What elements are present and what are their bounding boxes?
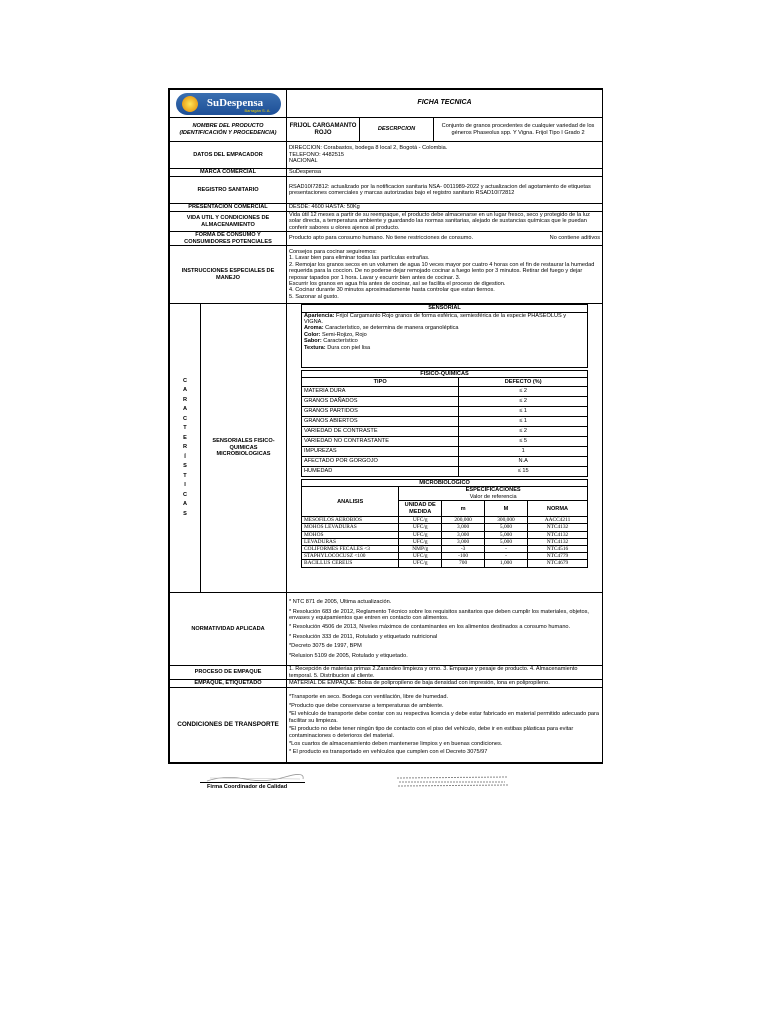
sensorial-val: Semi-Rojizo, Rojo: [320, 331, 367, 338]
transporte-value: [287, 688, 603, 763]
micro-m-big-cell: 5,000: [485, 524, 528, 531]
fisico-defecto-cell: ≤ 5: [459, 436, 588, 446]
fisico-defecto-cell: ≤ 1: [459, 416, 588, 426]
empacador-label: DATOS DEL EMPACADOR: [170, 142, 287, 169]
signature-scribble-right: [395, 774, 510, 790]
fisico-row: [302, 406, 588, 416]
logo-cell: [170, 90, 287, 118]
sensorial-val: Frijol Cargamanto Rojo granos de forma esférica, semiesférica de la especie PHASEOLUS y VIGNA.: [304, 312, 567, 325]
fisico-defecto-cell: ≤ 1: [459, 406, 588, 416]
micro-col-m-big: M: [485, 501, 528, 517]
micro-analisis-cell: LEVADURAS: [302, 538, 399, 545]
instruccion-line: 2. Remojar los granos secos en un volumen de agua 10 veces mayor por cuatro 4 horas con el fin de restaurar la humedad requerida para la coccion. De no poderse dejar remojado cocinar a fuego lento por 3 minutos. Retirar del fuego y dejar reposar tapados por 1 hora. Lavar y escurrir bien antes de cocinar. 3.: [289, 261, 595, 281]
sudespensa-logo: [176, 93, 281, 115]
norma-line: * Resolución 4506 de 2013, Niveles máximos de contaminantes en los alimentos destinados a consumo humano.: [289, 624, 571, 631]
micro-m-small-cell: -100: [442, 553, 485, 560]
norma-line: *Relusion 5109 de 2005, Rotulado y etiquetado.: [289, 652, 408, 659]
fisico-tipo-cell: VARIEDAD NO CONTRASTANTE: [302, 436, 459, 446]
norma-line: * Resolución 683 de 2012, Reglamento Técnico sobre los requisitos sanitarios que deben cumplir los materiales, objetos, envases y equipamientos que entren en contacto con alimentos.: [289, 608, 589, 621]
transporte-line: *Producto que debe conservarse a temperaturas de ambiente.: [289, 702, 444, 709]
micro-espec-text: ESPECIFICACIONES: [465, 487, 521, 494]
vertical-letter: I: [184, 482, 186, 489]
micro-m-small-cell: 200,000: [442, 517, 485, 524]
sun-icon: [182, 96, 198, 112]
micro-col-analisis: ANALISIS: [302, 487, 399, 517]
micro-col-espec: [399, 487, 588, 501]
empaque-label: EMPAQUE, ETIQUETADO: [170, 680, 287, 688]
fisico-row: [302, 436, 588, 446]
micro-m-small-cell: 3,000: [442, 531, 485, 538]
empacador-nacional: NACIONAL: [289, 158, 318, 165]
micro-m-big-cell: -: [485, 546, 528, 553]
micro-ref-text: Valor de referencia: [469, 493, 517, 500]
normatividad-label: NORMATIVIDAD APLICADA: [170, 593, 287, 666]
consumo-aditivos: No contiene aditivos: [549, 235, 601, 242]
vertical-letter: R: [182, 396, 188, 403]
norma-line: * NTC 871 de 2005, Ultima actualización.: [289, 599, 392, 606]
vida-util-label: VIDA UTIL Y CONDICIONES DE ALMACENAMIENTO: [170, 212, 287, 232]
sensorial-key: Apariencia:: [304, 312, 335, 319]
fisico-defecto-cell: 1: [459, 446, 588, 456]
micro-m-small-cell: 3,000: [442, 538, 485, 545]
micro-row: [302, 538, 588, 545]
micro-analisis-cell: COLIFORMES FECALES <3: [302, 546, 399, 553]
normatividad-value: [287, 593, 603, 666]
instrucciones-value: [287, 246, 603, 304]
caracteristicas-vertical: [170, 304, 201, 592]
vertical-letter: R: [182, 444, 188, 451]
consumo-value: [287, 232, 603, 246]
registro-value: RSAD10I72812: actualizado por la notificacion sanitaria NSA- 0011989-2022 y actualizacion del agotamiento de etiquetas presentaciones comerciales y marcas autorizadas bajo el registro sanitario RSAD10I72812: [287, 177, 603, 204]
fisico-defecto-cell: ≤ 2: [459, 426, 588, 436]
sensorial-val: Dura con piel lisa: [325, 344, 371, 351]
presentacion-label: PRESENTACION COMERCIAL: [170, 204, 287, 212]
instrucciones-label: INSTRUCCIONES ESPECIALES DE MANEJO: [170, 246, 287, 304]
marca-value: SuDespensa: [287, 169, 603, 177]
micro-m-big-cell: 1,000: [485, 560, 528, 567]
ficha-tecnica-sheet: [168, 88, 603, 764]
fisico-row: [302, 386, 588, 396]
fisico-defecto-cell: ≤ 2: [459, 386, 588, 396]
fisico-row: [302, 456, 588, 466]
fisico-defecto-cell: N.A: [459, 456, 588, 466]
sensorial-apariencia: [304, 313, 585, 326]
micro-row: [302, 546, 588, 553]
fisico-row: [302, 416, 588, 426]
vida-util-value: Vida útil 12 meses a partir de su reempaque, el producto debe almacenarse en un lugar fresco, seco y protegido de la luz solar directa, a temperatura ambiente y guardando las normas sanitarias, alejado de sustancias químicas que le puedan conferir sabores u olores ajenos al producto.: [287, 212, 603, 232]
registro-label: REGISTRO SANITARIO: [170, 177, 287, 204]
vertical-letter: A: [182, 406, 188, 413]
fisico-col-tipo: TIPO: [302, 377, 459, 386]
logo-subtext: Barragán S. A.: [244, 107, 271, 113]
caracteristicas-label-cell: [170, 304, 287, 593]
micro-analisis-cell: MOHOS: [302, 531, 399, 538]
micro-title: MICROBIOLOGICO: [302, 479, 588, 486]
instruccion-line: 4. Cocinar durante 30 minutos aproximadamente hasta controlar que estan tiernos.: [289, 287, 495, 294]
micro-m-small-cell: -3: [442, 546, 485, 553]
vertical-letter: A: [182, 501, 188, 508]
producto-label: NOMBRE DEL PRODUCTO (IDENTIFICACIÓN Y PROCEDENCIA): [170, 118, 287, 142]
norma-line: *Decreto 3075 de 1997, BPM: [289, 643, 362, 650]
micro-m-small-cell: 3,000: [442, 524, 485, 531]
producto-nombre: FRIJOL CARGAMANTO ROJO: [287, 118, 360, 142]
micro-col-unidad: UNIDAD DE MEDIDA: [399, 501, 442, 517]
micro-norma-cell: NTC4779: [527, 553, 587, 560]
fisico-col-defecto: DEFECTO (%): [459, 377, 588, 386]
micro-row: [302, 553, 588, 560]
empacador-direccion: DIRECCION: Corabastos, bodega 8 local 2, Bogotá - Colombia.: [289, 145, 448, 152]
vertical-letter: C: [182, 415, 188, 422]
transporte-line: *El vehículo de transporte debe contar con su respectiva licencia y debe estar fabricado en material permitido adecuado para facilitar su limpieza.: [289, 711, 600, 724]
norma-line: * Resolución 333 de 2011, Rotulado y etiquetado nutricional: [289, 633, 438, 640]
fisico-tipo-cell: AFECTADO POR GORGOJO: [302, 456, 459, 466]
vertical-letter: S: [183, 463, 187, 470]
micro-row: [302, 531, 588, 538]
fisico-tipo-cell: VARIEDAD DE CONTRASTE: [302, 426, 459, 436]
descripcion-label: DESCRPCION: [360, 118, 434, 142]
micro-col-norma: NORMA: [527, 501, 587, 517]
descripcion-value: Conjunto de granos procedentes de cualquier variedad de los géneros Phaseolus spp. Y Vigna. Frijol Tipo I Grado 2: [434, 118, 603, 142]
proceso-label: PROCESO DE EMPAQUE: [170, 666, 287, 680]
presentacion-value: DESDE: 4600 HASTA: 50Kg: [287, 204, 603, 212]
fisico-tipo-cell: GRANOS DAÑADOS: [302, 396, 459, 406]
fisico-row: [302, 426, 588, 436]
sensorial-key: Color:: [304, 331, 321, 338]
micro-col-m-small: m: [442, 501, 485, 517]
micro-unidad-cell: UFC/g: [399, 538, 442, 545]
vertical-letter: C: [182, 377, 188, 384]
micro-unidad-cell: UFC/g: [399, 553, 442, 560]
ficha-table: [169, 89, 603, 763]
vertical-letter: T: [183, 425, 187, 432]
micro-m-small-cell: 700: [442, 560, 485, 567]
vertical-letter: C: [182, 491, 188, 498]
fisico-rows: [302, 386, 588, 476]
micro-m-big-cell: 5,000: [485, 538, 528, 545]
signature-line: [200, 782, 305, 783]
page-title: FICHA TECNICA: [287, 90, 603, 118]
micro-m-big-cell: 5,000: [485, 531, 528, 538]
micro-unidad-cell: UFC/g: [399, 524, 442, 531]
micro-analisis-cell: BACILLUS CEREUS: [302, 560, 399, 567]
empaque-value: MATERIAL DE EMPAQUE: Bolsa de polipropileno de baja densidad con impresión, lona en polipropileno.: [287, 680, 603, 688]
proceso-value: 1. Recepción de materias primas 2.Zarandeo limpieza y orno. 3. Empaque y pesaje de producto. 4. Almacenamiento temporal. 5. Distribucion al cliente.: [287, 666, 603, 680]
vertical-letter: T: [183, 472, 187, 479]
transporte-label: CONDICIONES DE TRANSPORTE: [170, 688, 287, 763]
microbiologico-table: [301, 479, 588, 568]
micro-norma-cell: NTC4132: [527, 538, 587, 545]
fisico-tipo-cell: IMPUREZAS: [302, 446, 459, 456]
micro-norma-cell: NTC4516: [527, 546, 587, 553]
micro-unidad-cell: UFC/g: [399, 531, 442, 538]
micro-analisis-cell: MOHOS LEVADURAS: [302, 524, 399, 531]
instruccion-line: Escurrir los granos en agua fría antes de cocinar, así se facilita el proceso de digestion.: [289, 281, 506, 288]
transporte-line: * El producto es transportado en vehículos que cumplen con el Decreto 3075/97: [289, 749, 488, 756]
fisico-title: FISICO-QUIMICAS: [302, 370, 588, 377]
fisico-tipo-cell: MATERIA DURA: [302, 386, 459, 396]
micro-analisis-cell: MESOFILOS AEROBIOS: [302, 517, 399, 524]
micro-norma-cell: NTC4132: [527, 524, 587, 531]
sensorial-key: Sabor:: [304, 338, 322, 345]
micro-analisis-cell: STAPHYLOCOCUSZ <100: [302, 553, 399, 560]
transporte-line: *Los cuartos de almacenamiento deben mantenerse limpios y en buenas condiciones.: [289, 740, 503, 747]
fisico-tipo-cell: GRANOS PARTIDOS: [302, 406, 459, 416]
fisico-row: [302, 396, 588, 406]
micro-unidad-cell: NMP/g: [399, 546, 442, 553]
sensorial-body: [302, 312, 588, 367]
micro-unidad-cell: UFC/g: [399, 517, 442, 524]
micro-m-big-cell: 300,000: [485, 517, 528, 524]
sensorial-val: Característico: [321, 338, 358, 345]
vertical-letter: S: [183, 510, 187, 517]
instruccion-line: Consejos para cocinar seguiremos:: [289, 248, 377, 255]
sensorial-title: SENSORIAL: [302, 305, 588, 312]
fisico-row: [302, 466, 588, 476]
fisico-defecto-cell: ≤ 15: [459, 466, 588, 476]
vertical-letter: E: [183, 434, 187, 441]
micro-unidad-cell: UFC/g: [399, 560, 442, 567]
fisico-quimicas-table: [301, 370, 588, 477]
micro-row: [302, 560, 588, 567]
vertical-letter: A: [182, 387, 188, 394]
micro-norma-cell: AACC4211: [527, 517, 587, 524]
vertical-letter: Í: [184, 453, 186, 460]
consumo-text: Producto apto para consumo humano. No tiene restricciones de consumo.: [289, 235, 474, 242]
sensorial-table: [301, 304, 588, 367]
logo-text: SuDespensa: [206, 97, 264, 110]
fisico-defecto-cell: ≤ 2: [459, 396, 588, 406]
micro-norma-cell: NTC4679: [527, 560, 587, 567]
caracteristicas-label: SENSORIALES FISICO-QUIMICAS MICROBIOLOGICAS: [212, 438, 275, 458]
sensorial-key: Aroma:: [304, 325, 324, 332]
caracteristicas-content: [287, 304, 603, 593]
sensorial-val: Característico, se determina de manera organoléptica: [323, 325, 459, 332]
micro-rows: [302, 517, 588, 567]
sensorial-textura: [304, 345, 585, 351]
firma-label: Firma Coordinador de Calidad: [207, 784, 288, 790]
micro-m-big-cell: -: [485, 553, 528, 560]
empacador-telefono: TELEFONO: 4482515: [289, 151, 345, 158]
consumo-label: FORMA DE CONSUMO Y CONSUMIDORES POTENCIALES: [170, 232, 287, 246]
fisico-tipo-cell: HUMEDAD: [302, 466, 459, 476]
micro-row: [302, 524, 588, 531]
sensorial-key: Textura:: [304, 344, 326, 351]
micro-norma-cell: NTC4132: [527, 531, 587, 538]
fisico-tipo-cell: GRANOS ABIERTOS: [302, 416, 459, 426]
marca-label: MARCA COMERCIAL: [170, 169, 287, 177]
micro-row: [302, 517, 588, 524]
empacador-value: [287, 142, 603, 169]
transporte-line: *El producto no debe tener ningún tipo de contacto con el piso del vehículo, debe ir en estibas plásticas para evitar contaminaciones o deterioros del material.: [289, 726, 574, 739]
transporte-line: *Transporte en seco. Bodega con ventilación, libre de humedad.: [289, 694, 449, 701]
fisico-row: [302, 446, 588, 456]
instruccion-line: 5. Sazonar al gusto.: [289, 293, 339, 300]
instruccion-line: 1. Lavar bien para eliminar todas las partículas extrañas.: [289, 255, 430, 262]
